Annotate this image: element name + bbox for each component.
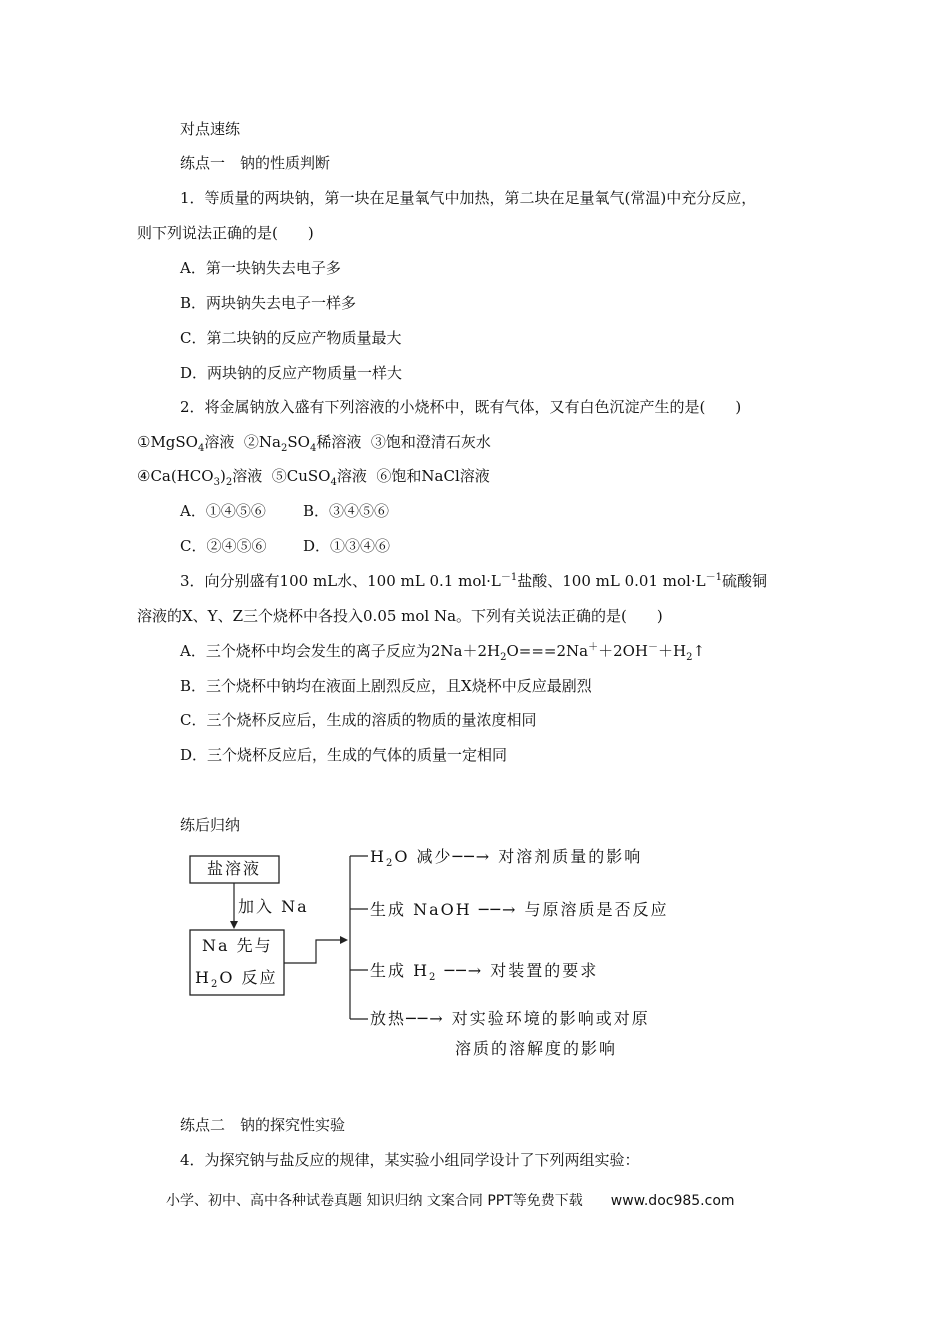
q4-stem: 4．为探究钠与盐反应的规律，某实验小组同学设计了下列两组实验：: [180, 1151, 640, 1169]
q3-option-b: B．三个烧杯中钠均在液面上剧烈反应，且X烧杯中反应最剧烈: [180, 677, 592, 695]
q3-option-c: C．三个烧杯反应后，生成的溶质的物质的量浓度相同: [180, 711, 537, 729]
q1-option-b: B．两块钠失去电子一样多: [180, 294, 357, 312]
add-na-label: 加入 Na: [238, 897, 309, 916]
q2-option-b: B．③④⑤⑥: [303, 502, 390, 520]
q3-option-d: D．三个烧杯反应后，生成的气体的质量一定相同: [180, 746, 508, 764]
q3-option-a: A．三个烧杯中均会发生的离子反应为$2Na+2H_2O===2Na^++2OH^-+H_2↑$: [180, 642, 706, 663]
section-title: 对点速练: [180, 120, 241, 138]
down-arrow-head: [230, 921, 238, 929]
q2-option-a: A．①④⑤⑥: [180, 502, 266, 520]
practice-point-1: 练点一 钠的性质判断: [180, 154, 331, 172]
q2-option-d: D．①③④⑥: [303, 537, 391, 555]
connector-arrow-head: [340, 936, 348, 944]
summary-title: 练后归纳: [180, 816, 241, 834]
branch-naoh: 生成 NaOH ──→ 与原溶质是否反应: [370, 900, 669, 919]
q2-choices-row2: $④Ca(HCO_3)_2$溶液 ⑤CuSO$_4$溶液 ⑥饱和NaCl溶液: [137, 467, 490, 488]
branch-water-decrease: $H_2O$ 减少──→ 对溶剂质量的影响: [370, 847, 643, 870]
q1-option-a: A．第一块钠失去电子多: [180, 259, 341, 277]
branch-heat-line2: 溶质的溶解度的影响: [455, 1039, 618, 1058]
q3-stem-line1: 3．向分别盛有100 mL水、100 mL 0.1 $mol\cdot L^{-1}$盐酸、100 mL 0.01 $mol\cdot L^{-1}$硫酸铜: [180, 572, 767, 590]
q2-option-c: C．②④⑤⑥: [180, 537, 267, 555]
q1-stem-line2: 则下列说法正确的是( ): [137, 224, 314, 242]
branch-heat: 放热──→ 对实验环境的影响或对原: [370, 1009, 650, 1028]
box-salt-solution-label: 盐溶液: [207, 859, 262, 878]
footer-text: 小学、初中、高中各种试卷真题 知识归纳 文案合同 PPT等免费下载 www.doc985.com: [166, 1193, 735, 1209]
connector-line: [284, 940, 342, 963]
summary-diagram: [180, 843, 720, 1068]
q1-option-d: D．两块钠的反应产物质量一样大: [180, 364, 403, 382]
q1-stem-line1: 1．等质量的两块钠，第一块在足量氧气中加热，第二块在足量氧气(常温)中充分反应，: [180, 189, 757, 207]
q1-option-c: C．第二块钠的反应产物质量最大: [180, 329, 402, 347]
q2-choices-row1: ①MgSO$_4$溶液 $②Na_2SO_4$稀溶液 ③饱和澄清石灰水: [137, 433, 491, 454]
q2-stem: 2．将金属钠放入盛有下列溶液的小烧杯中，既有气体，又有白色沉淀产生的是( ): [180, 398, 742, 416]
q3-stem-line2: 溶液的X、Y、Z三个烧杯中各投入0.05 mol Na。下列有关说法正确的是( ): [137, 607, 663, 625]
practice-point-2: 练点二 钠的探究性实验: [180, 1116, 346, 1134]
box-h2o-react-label: $H_2O$ 反应: [195, 968, 278, 991]
branch-h2: 生成 $H_2$ ──→ 对装置的要求: [370, 961, 599, 984]
box-na-first-label: Na 先与: [202, 936, 273, 955]
